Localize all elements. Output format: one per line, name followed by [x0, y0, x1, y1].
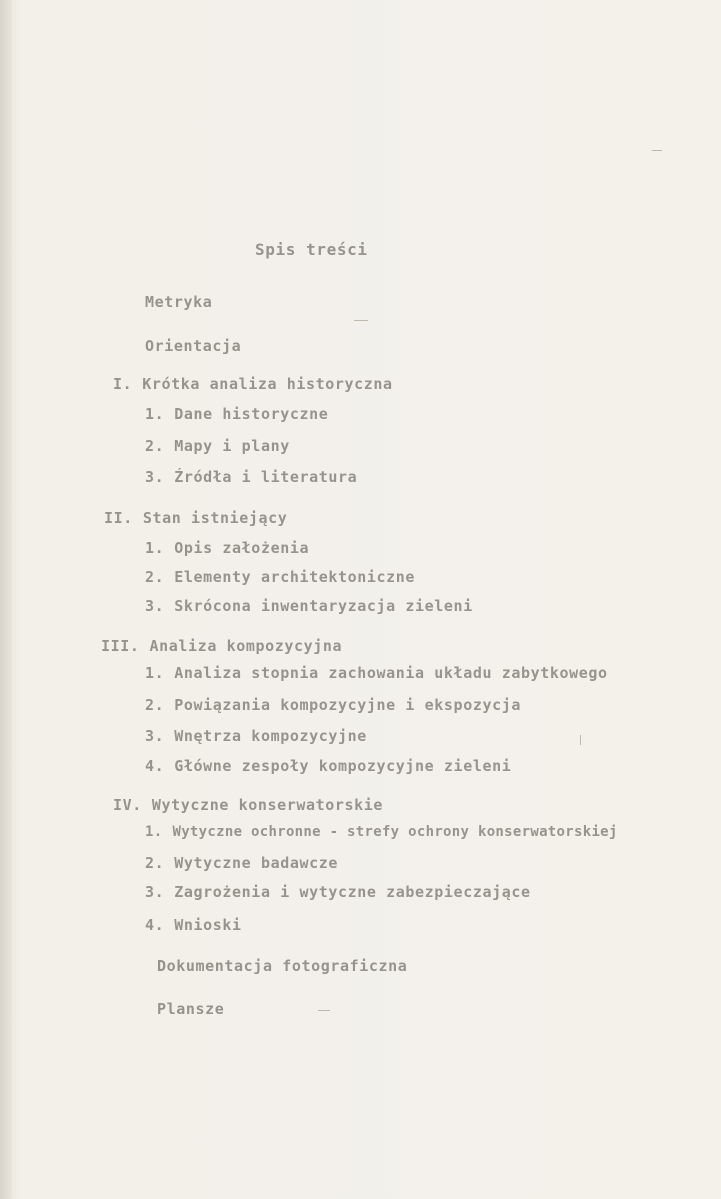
- toc-entry-metryka: [145, 293, 212, 311]
- toc-entry-text: Wytyczne badawcze: [174, 854, 338, 872]
- toc-subentry: [145, 568, 415, 586]
- toc-entry-text: Plansze: [157, 1000, 225, 1018]
- toc-subentry: [145, 405, 328, 423]
- toc-subentry: [145, 437, 290, 455]
- paper-mark: [652, 150, 662, 151]
- toc-subentry-number: 1.: [145, 664, 165, 682]
- toc-entry-text: Analiza kompozycyjna: [149, 637, 343, 655]
- toc-subentry: [145, 854, 338, 872]
- paper-mark: [580, 735, 581, 745]
- toc-subentry-number: 4.: [145, 757, 165, 775]
- toc-subentry: [145, 883, 531, 901]
- toc-section-number: III.: [101, 637, 140, 655]
- toc-entry-text: Wnętrza kompozycyjne: [174, 727, 367, 745]
- toc-subentry-number: 3.: [145, 597, 165, 615]
- toc-subentry-number: 1.: [145, 405, 165, 423]
- toc-section-number: I.: [113, 375, 133, 393]
- toc-subentry-number: 1.: [145, 824, 163, 840]
- toc-subentry-number: 3.: [145, 468, 165, 486]
- toc-entry-text: Orientacja: [145, 337, 242, 355]
- toc-subentry: [145, 696, 521, 714]
- toc-section-3: [101, 637, 342, 655]
- toc-subentry-number: 2.: [145, 854, 165, 872]
- toc-entry-text: Główne zespoły kompozycyjne zieleni: [174, 757, 512, 775]
- toc-section-4: [113, 796, 383, 814]
- toc-entry-text: Wytyczne ochronne - strefy ochrony konserwatorskiej: [172, 824, 618, 840]
- toc-subentry-number: 2.: [145, 437, 165, 455]
- toc-subentry-number: 1.: [145, 539, 165, 557]
- page-edge: [0, 0, 12, 1199]
- toc-entry-text: Skrócona inwentaryzacja zieleni: [174, 597, 473, 615]
- toc-entry-text: Stan istniejący: [142, 509, 288, 527]
- toc-subentry: [145, 916, 242, 934]
- toc-entry-plansze: [157, 1000, 224, 1018]
- toc-entry-text: Metryka: [145, 293, 213, 311]
- toc-entry-text: Wytyczne konserwatorskie: [151, 796, 384, 814]
- toc-entry-photo-documentation: [157, 957, 407, 975]
- toc-entry-text: Dokumentacja fotograficzna: [157, 957, 408, 975]
- toc-subentry-number: 3.: [145, 727, 165, 745]
- paper-mark: [318, 1010, 330, 1011]
- toc-entry-text: Wnioski: [174, 916, 242, 934]
- page-title: Spis treści: [255, 240, 368, 259]
- paper-mark: [354, 320, 368, 321]
- toc-section-1: [113, 375, 393, 393]
- toc-subentry-number: 3.: [145, 883, 165, 901]
- toc-subentry: [145, 539, 309, 557]
- toc-entry-text: Analiza stopnia zachowania układu zabytkowego: [174, 664, 608, 682]
- toc-entry-text: Elementy architektoniczne: [174, 568, 416, 586]
- toc-subentry: [145, 468, 357, 486]
- toc-entry-text: Opis założenia: [174, 539, 310, 557]
- toc-section-2: [104, 509, 287, 527]
- toc-subentry: [145, 824, 618, 840]
- toc-section-number: IV.: [113, 796, 142, 814]
- toc-subentry-number: 2.: [145, 568, 165, 586]
- toc-entry-text: Mapy i plany: [174, 437, 290, 455]
- toc-subentry: [145, 757, 511, 775]
- toc-subentry-number: 4.: [145, 916, 165, 934]
- toc-entry-text: Krótka analiza historyczna: [142, 375, 393, 393]
- toc-entry-text: Powiązania kompozycyjne i ekspozycja: [174, 696, 521, 714]
- toc-subentry-number: 2.: [145, 696, 165, 714]
- toc-entry-text: Dane historyczne: [174, 405, 329, 423]
- toc-entry-text: Zagrożenia i wytyczne zabezpieczające: [174, 883, 531, 901]
- toc-section-number: II.: [104, 509, 133, 527]
- toc-subentry: [145, 597, 473, 615]
- toc-subentry: [145, 727, 367, 745]
- toc-entry-text: Źródła i literatura: [174, 468, 358, 486]
- toc-subentry: [145, 664, 608, 682]
- toc-entry-orientacja: [145, 337, 241, 355]
